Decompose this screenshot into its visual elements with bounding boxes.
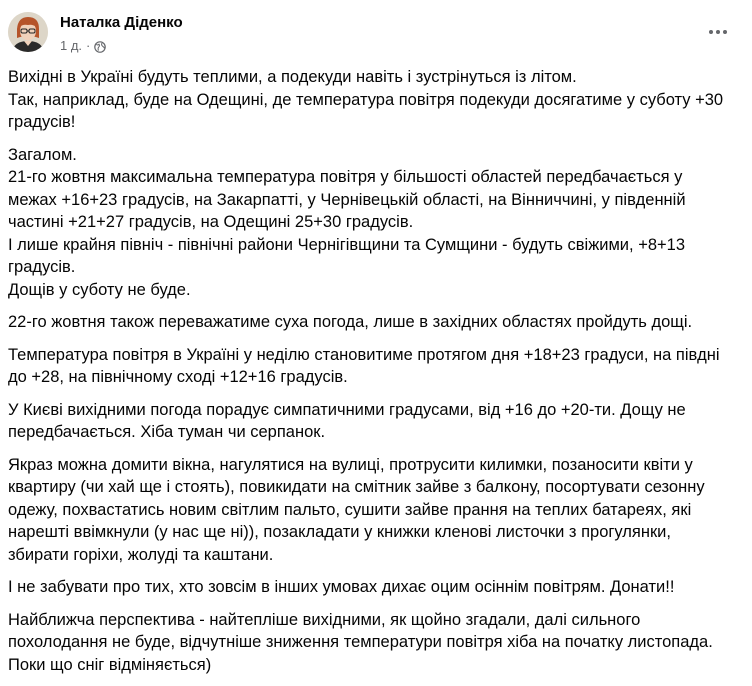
meta-separator: ·: [86, 38, 91, 53]
paragraph-line: Вихідні в Україні будуть теплими, а подекуди навіть і зустрінуться із літом.: [8, 68, 577, 86]
paragraph-line: Дощів у суботу не буде.: [8, 280, 191, 299]
post-paragraph: [8, 311, 746, 334]
paragraph-line: збирати горіхи, жолуді та каштани.: [8, 545, 274, 564]
more-options-button[interactable]: [700, 20, 736, 44]
paragraph-line: градусів.: [8, 258, 76, 276]
post-paragraph: [8, 399, 746, 444]
post-paragraph: [8, 144, 746, 302]
paragraph-line: 21-го жовтня максимальна температура повітря у більшості областей передбачається у: [8, 168, 683, 186]
paragraph-line: І не забувати про тих, хто зовсім в інших умовах дихає оцим осіннім повітрям. Донати!!: [8, 578, 675, 596]
paragraph-line: У Києві вихідними погода порадує симпатичними градусами, від +16 до +20-ти. Дощу не: [8, 400, 686, 419]
author-avatar[interactable]: [8, 12, 48, 52]
paragraph-line: І лише крайня північ - північні райони Чернігівщини та Сумщини - будуть свіжими, +8+13: [8, 235, 685, 254]
post-paragraph: [8, 576, 746, 599]
paragraph-line: Температура повітря в Україні у неділю становитиме протягом дня +18+23 градуси, на півдні: [8, 345, 720, 364]
post-paragraph: [8, 66, 746, 134]
paragraph-line: Так, наприклад, буде на Одещині, де температура повітря подекуди досягатиме у суботу +30: [8, 90, 724, 109]
paragraph-line: до +28, на північному сході +12+16 градусів.: [8, 368, 348, 386]
paragraph-line: межах +16+23 градусів, на Закарпатті, у Чернівецькій області, на Вінниччині, у південній: [8, 190, 686, 209]
paragraph-line: одежу, похвастатись новим світлим пальто, сушити зайве прання на теплих батареях, які: [8, 500, 692, 519]
paragraph-line: 22-го жовтня також переважатиме суха погода, лише в західних областях пройдуть дощі.: [8, 313, 693, 331]
post-paragraph: [8, 344, 746, 389]
paragraph-line: Загалом.: [8, 145, 77, 164]
author-name[interactable]: Наталка Діденко: [60, 14, 183, 31]
post-text: [8, 66, 746, 686]
paragraph-line: нарешті ввімкнули (у нас ще ні)), позакладати у книжки кленові листочки з прогулянки,: [8, 523, 671, 541]
paragraph-line: градусів!: [8, 113, 76, 131]
post-header: [0, 0, 752, 62]
globe-icon[interactable]: [94, 41, 106, 53]
more-options-icon: [709, 30, 713, 34]
paragraph-line: квартиру (чи хай ще і стоять), повикидати на смітник зайве з балкону, посортувати сезонну: [8, 478, 705, 496]
paragraph-line: похолодання не буде, відчутніше зниження температури повітря хіба на початку листопада.: [8, 633, 713, 651]
paragraph-line: Якраз можна домити вікна, нагулятися на вулиці, протрусити килимки, позаносити квіти у: [8, 455, 693, 474]
post-paragraph: [8, 454, 746, 567]
avatar-image: [8, 12, 48, 52]
paragraph-line: Найближча перспектива - найтепліше вихідними, як щойно згадали, далі сильного: [8, 610, 641, 629]
paragraph-line: передбачається. Хіба туман чи серпанок.: [8, 423, 326, 441]
paragraph-line: частині +21+27 градусів, на Одещині 25+30 градусів.: [8, 213, 414, 231]
paragraph-line: Поки що сніг відміняється): [8, 655, 212, 674]
post-time[interactable]: 1 д.: [60, 38, 83, 53]
post-meta: [60, 38, 106, 54]
